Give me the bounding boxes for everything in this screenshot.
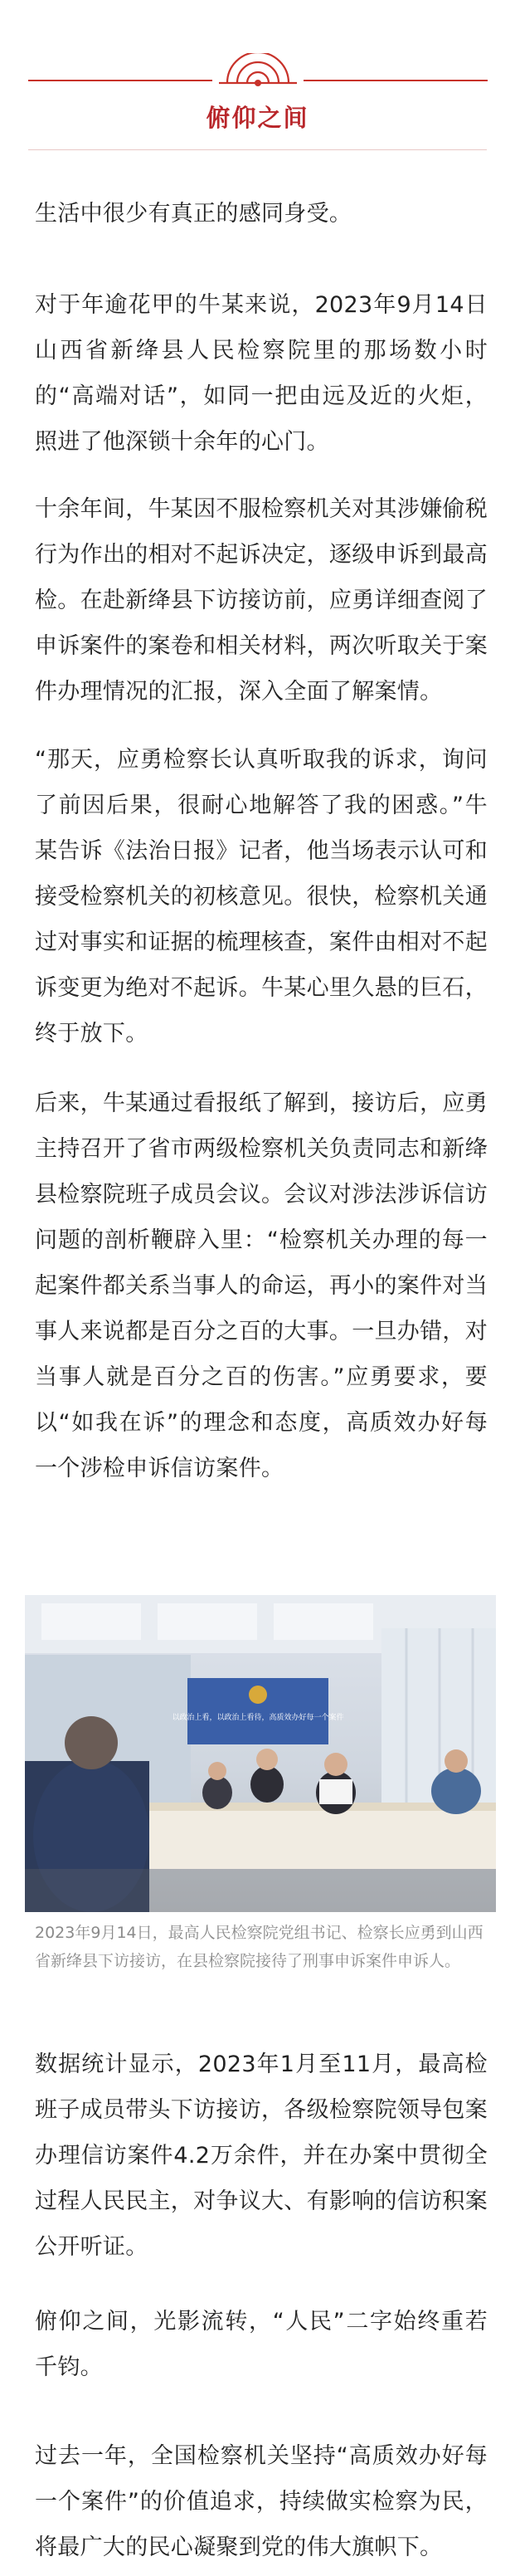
paragraph-2: 对于年逾花甲的牛某来说，2023年9月14日山西省新绛县人民检察院里的那场数小时的“高端对话”，如同一把由远及近的火炬，照进了他深锁十余年的心门。 [35,292,488,455]
paragraph-7: 俯仰之间，光影流转，“人民”二字始终重若千钧。 [35,2309,488,2380]
meeting-room-illustration [25,1595,496,1912]
title-underline [28,149,487,150]
paragraph-3: 十余年间，牛某因不服检察机关对其涉嫌偷税行为作出的相对不起诉决定，逐级申诉到最高检。在赴新绛县下访接访前，应勇详细查阅了申诉案件的案卷和相关材料，两次听取关于案件办理情况的汇报，深入全面了解案情。 [35,496,488,705]
paragraph-8: 过去一年，全国检察机关坚持“高质效办好每一个案件”的价值追求，持续做实检察为民，将最广大的民心凝聚到党的伟大旗帜下。 [35,2443,488,2560]
paragraph-6: 数据统计显示，2023年1月至11月，最高检班子成员带头下访接访，各级检察院领导包案办理信访案件4.2万余件，并在办案中贯彻全过程人民民主，对争议大、有影响的信访积案公开听证。 [35,2052,488,2260]
fan-emblem-icon [212,53,304,91]
header-divider-right [304,80,488,81]
paragraph-4: “那天，应勇检察长认真听取我的诉求，询问了前因后果，很耐心地解答了我的困惑。”牛某告诉《法治日报》记者，他当场表示认可和接受检察机关的初核意见。很快，检察机关通过对事实和证据的梳理核查，案件由相对不起诉变更为绝对不起诉。牛某心里久悬的巨石，终于放下。 [35,747,488,1046]
paragraph-5: 后来，牛某通过看报纸了解到，接访后，应勇主持召开了省市两级检察机关负责同志和新绛县检察院班子成员会议。会议对涉法涉诉信访问题的剖析鞭辟入里：“检察机关办理的每一起案件都关系当事人的命运，再小的案件对当事人来说都是百分之百的大事。一旦办错，对当事人就是百分之百的伤害。”应勇要求，要以“如我在诉”的理念和态度，高质效办好每一个涉检申诉信访案件。 [35,1090,488,1481]
photo-banner-text: 以政治上看，以政治上看待，高质效办好每一个案件 [172,1714,344,1722]
photo-caption: 2023年9月14日，最高人民检察院党组书记、检察长应勇到山西省新绛县下访接访，在县检察院接待了刑事申诉案件申诉人。 [35,1924,483,1970]
section-title: 俯仰之间 [206,104,309,132]
news-photo [25,1595,496,1912]
section-header [0,0,515,166]
header-divider-left [28,80,212,81]
paragraph-1: 生活中很少有真正的感同身受。 [35,201,352,227]
